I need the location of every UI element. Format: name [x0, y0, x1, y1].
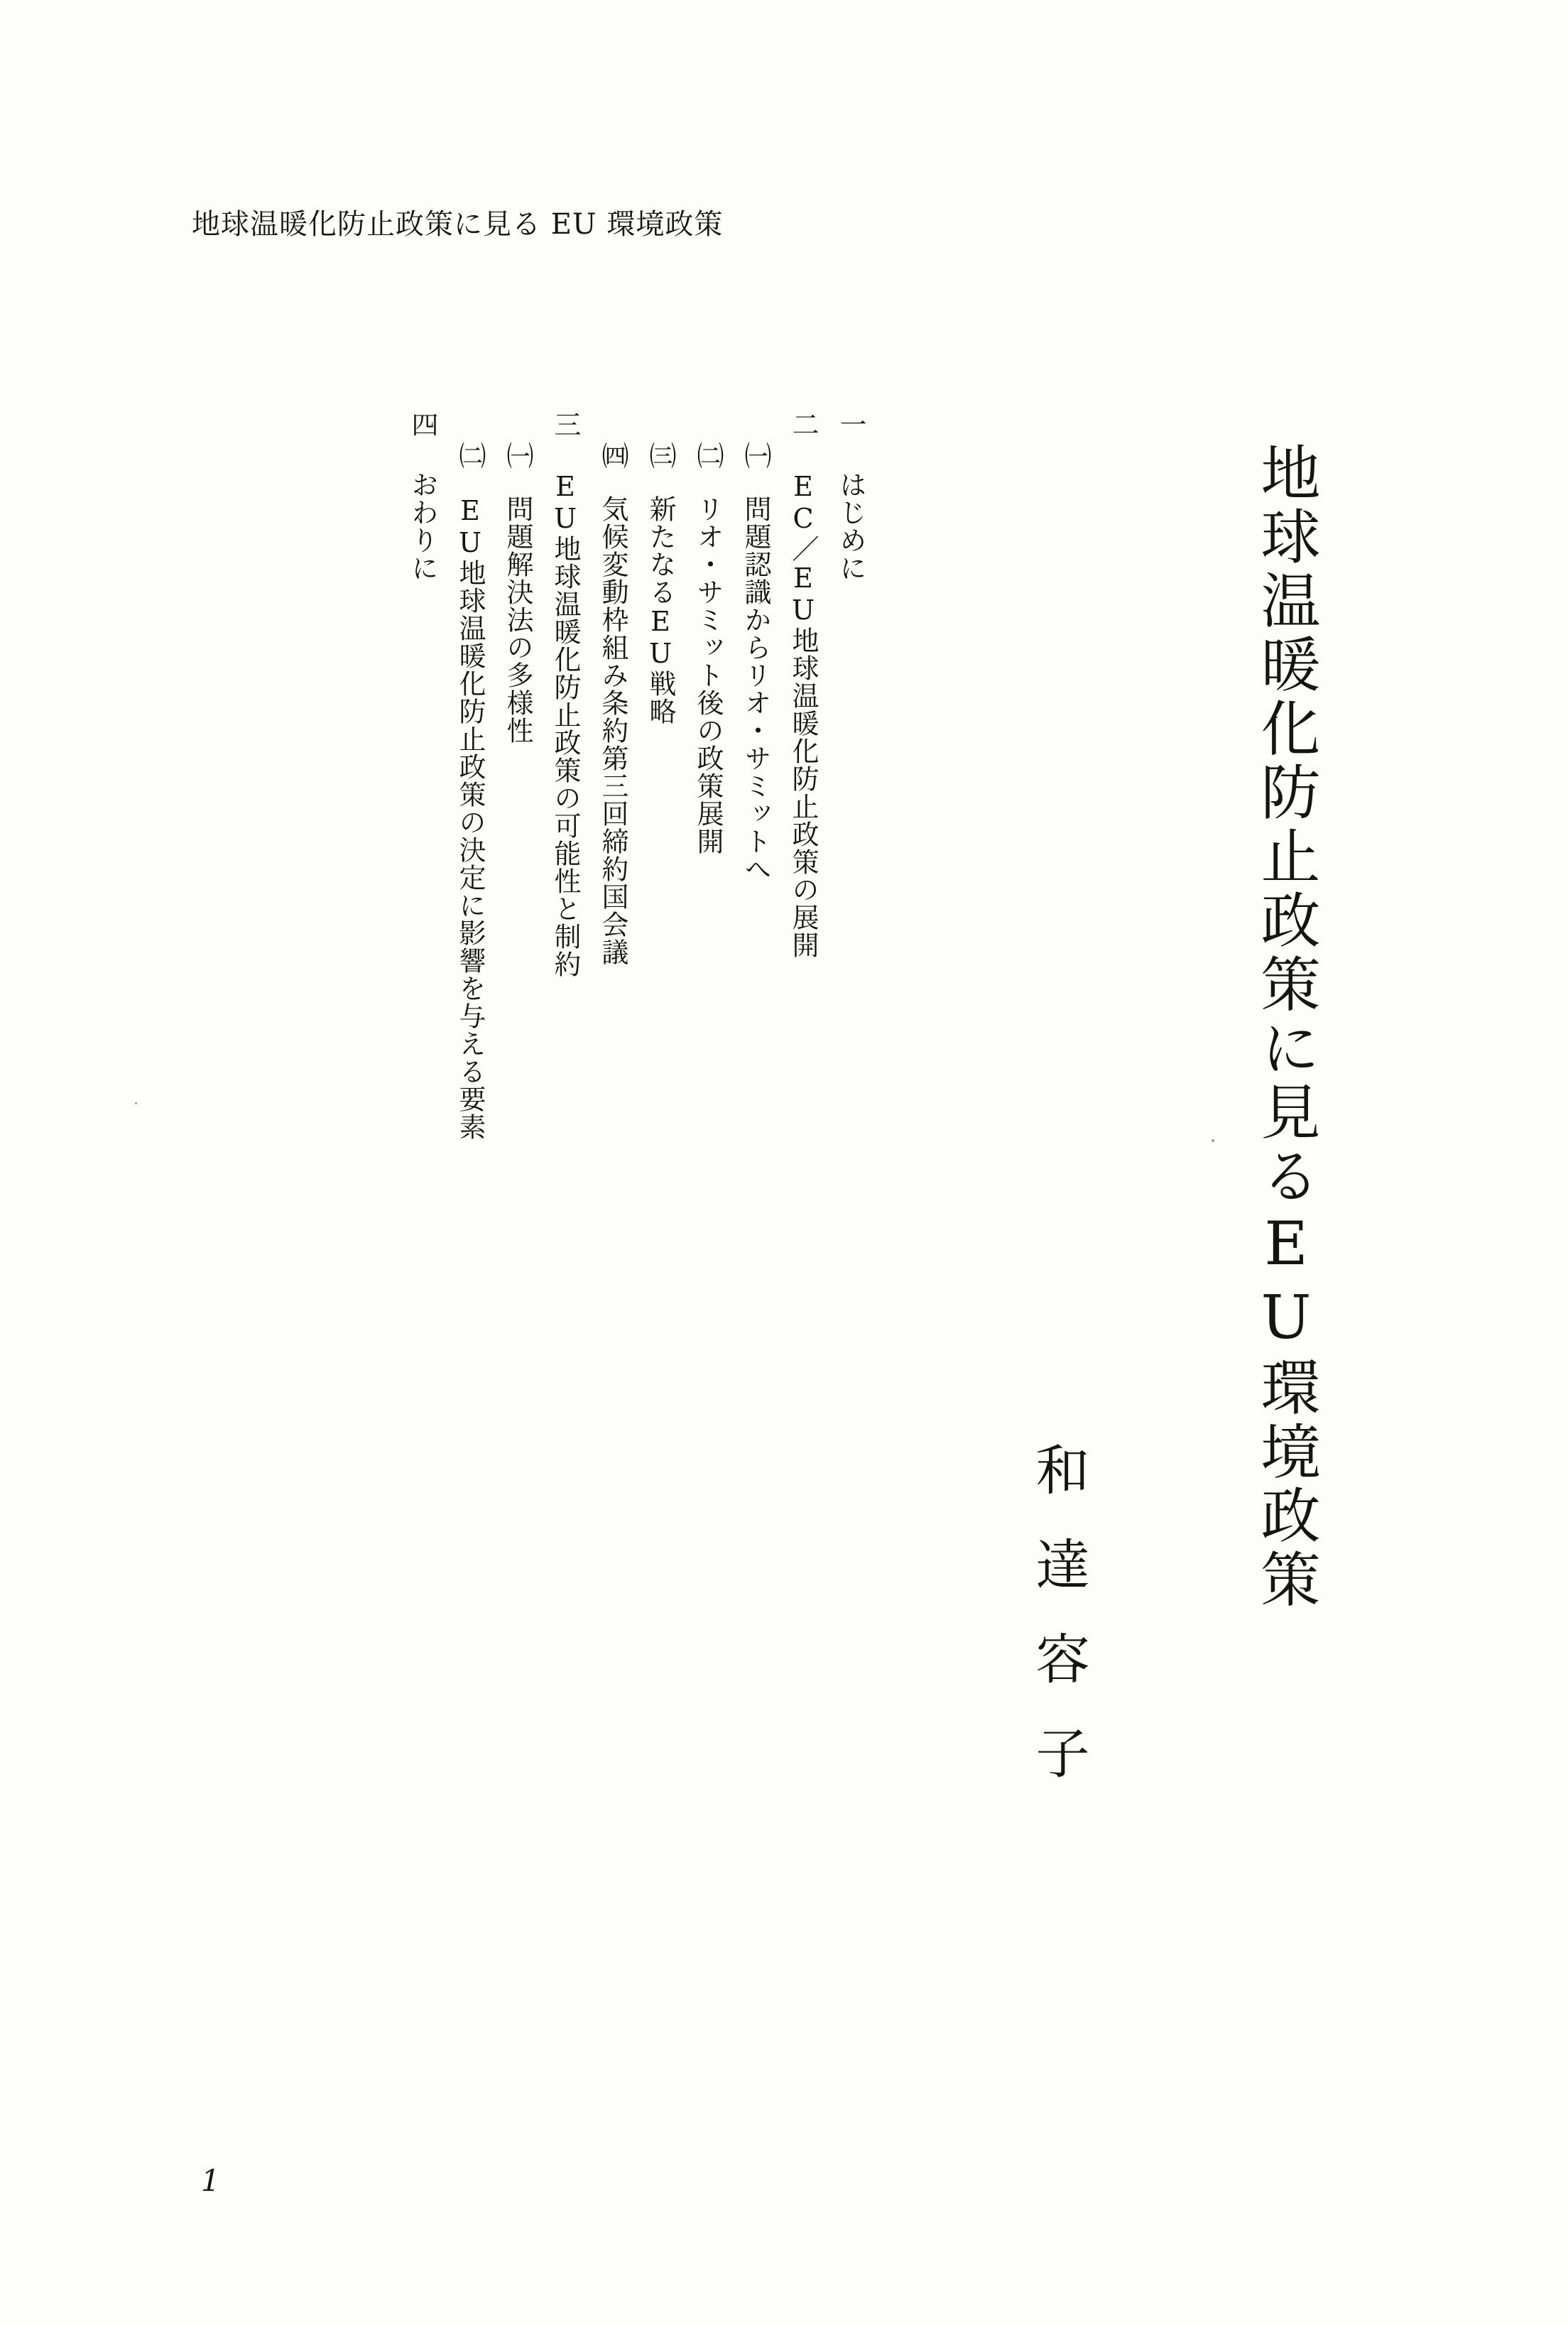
- toc-item-2: [790, 411, 817, 1206]
- toc-item-number: 四: [407, 411, 438, 438]
- toc-item-2-1: [742, 411, 769, 1206]
- toc-item-label: EU地球温暖化防止政策の可能性と制約: [550, 471, 581, 978]
- toc-item-label: 問題解決法の多様性: [502, 495, 533, 744]
- toc-item-label: 気候変動枠組み条約第三回締約国会議: [597, 495, 628, 966]
- toc-item-3-1: [504, 411, 531, 1206]
- toc-item-2-3: [647, 411, 674, 1206]
- scan-speck: [1212, 1139, 1214, 1142]
- toc-item-label: 問題認識からリオ・サミットへ: [740, 495, 771, 883]
- toc-item-number: ㈠: [740, 442, 771, 469]
- toc-item-4: [409, 411, 436, 1206]
- toc-item-1: [837, 411, 864, 1206]
- toc-item-number: 一: [835, 411, 866, 438]
- toc-item-number: ㈠: [502, 442, 533, 469]
- toc-item-number: ㈢: [645, 442, 676, 469]
- toc-item-label: 新たなるEU戦略: [645, 495, 676, 725]
- toc-item-label: おわりに: [407, 471, 438, 582]
- toc-item-number: ㈡: [692, 442, 724, 469]
- toc-item-3-2: [454, 411, 486, 1206]
- toc-item-label: EU地球温暖化防止政策の決定に影響を与える要素: [454, 495, 486, 1141]
- toc-item-label: EC／EU地球温暖化防止政策の展開: [788, 471, 819, 959]
- toc-item-number: 三: [550, 411, 581, 438]
- scan-speck: [135, 1102, 137, 1104]
- toc-item-number: ㈡: [454, 442, 486, 469]
- toc-item-3: [552, 411, 579, 1206]
- page-number: 1: [201, 2163, 220, 2198]
- running-header: 地球温暖化防止政策に見る EU 環境政策: [192, 208, 724, 241]
- article-title: 地球温暖化防止政策に見るEU環境政策: [1251, 442, 1321, 1612]
- toc-item-2-4: [599, 411, 626, 1206]
- toc-item-label: リオ・サミット後の政策展開: [692, 495, 724, 855]
- toc-item-number: ㈣: [597, 442, 628, 469]
- author-name: 和達容子: [1027, 1442, 1090, 1820]
- toc-item-number: 二: [788, 411, 819, 438]
- table-of-contents: [409, 411, 864, 1206]
- toc-item-2-2: [692, 411, 724, 1206]
- toc-item-label: はじめに: [835, 471, 866, 582]
